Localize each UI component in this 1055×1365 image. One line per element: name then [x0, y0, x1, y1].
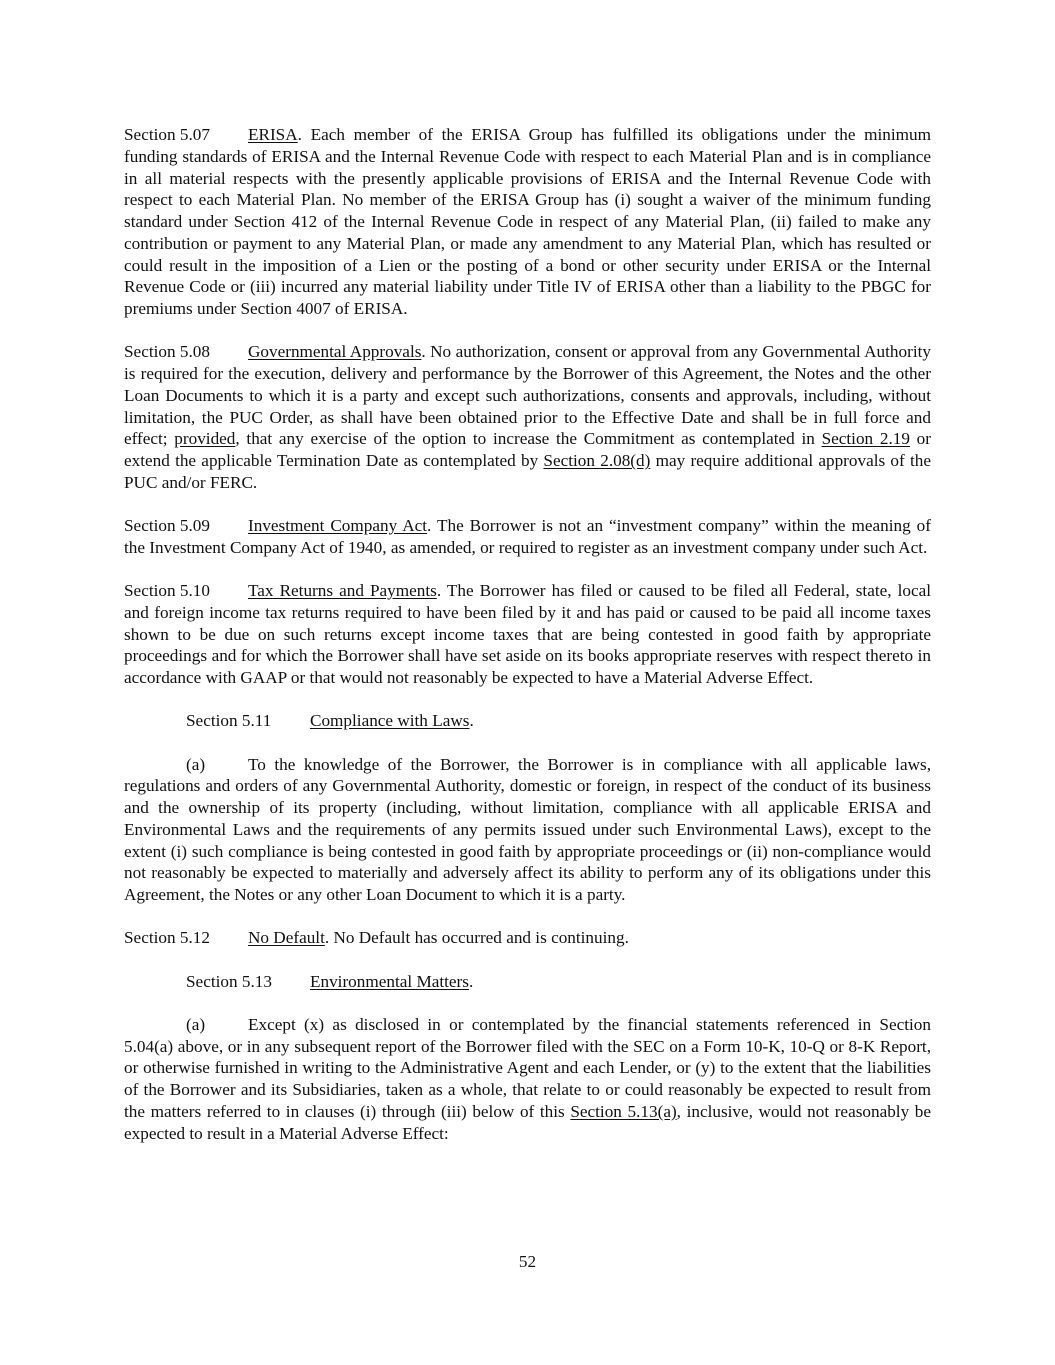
section-title: Environmental Matters: [310, 971, 469, 991]
section-text: To the knowledge of the Borrower, the Borrower is in compliance with all applicable laws, regulations and orders of any Governmental Authority, domestic or foreign, in respect of the conduct of its business and the ownership of its property (including, without limitation, compliance with all applicable ERISA and Environmental Laws and the requirements of any permits issued under such Environmental Laws), except to the extent (i) such compliance is being contested in good faith by appropriate proceedings or (ii) non-compliance would not reasonably be expected to materially and adversely affect its ability to perform any of its obligations under this Agreement, the Notes or any other Loan Document to which it is a party.: [124, 754, 931, 904]
page-number: 52: [518, 1252, 537, 1271]
section-title-suffix: .: [468, 971, 474, 991]
section-text: , inclusive, would not reasonably be expected to result in a Material Adverse Effect:: [124, 1101, 931, 1143]
section-title: Compliance with Laws: [310, 711, 470, 731]
section-number: Section 5.07: [124, 125, 210, 144]
provided-term: provided: [174, 429, 236, 449]
subsection-label: (a): [186, 1014, 206, 1034]
section-number: Section 5.11: [186, 711, 272, 731]
section-title: ERISA: [248, 125, 298, 144]
section-5-09-paragraph: [124, 515, 931, 559]
section-reference: Section 5.13(a): [570, 1101, 677, 1121]
section-title: Governmental Approvals: [248, 342, 422, 362]
section-number: Section 5.12: [124, 928, 210, 948]
section-number: Section 5.13: [186, 971, 272, 991]
section-5-11-a-paragraph: [124, 754, 931, 906]
section-text: Except (x) as disclosed in or contemplated by the financial statements referenced in Section 5.04(a) above, or in any subsequent report of the Borrower filed with the SEC on a Form 10-K, 10-Q or 8-K Report, or otherwise furnished in writing to the Administrative Agent and each Lender, or (y) to the extent that the liabilities of the Borrower and its Subsidiaries, taken as a whole, that relate to or could reasonably be expected to result from the matters referred to in clauses (i) through (iii) below of this: [124, 1014, 931, 1121]
section-number: Section 5.10: [124, 581, 210, 600]
section-text: . Each member of the ERISA Group has fulfilled its obligations under the minimum funding standards of ERISA and the Internal Revenue Code with respect to each Material Plan and is in compliance in all material respects with the presently applicable provisions of ERISA and the Internal Revenue Code with respect to each Material Plan. No member of the ERISA Group has (i) sought a waiver of the minimum funding standard under Section 412 of the Internal Revenue Code in respect of any Material Plan, (ii) failed to make any contribution or payment to any Material Plan, or made any amendment to any Material Plan, which has resulted or could result in the imposition of a Lien or the posting of a bond or other security under ERISA or the Internal Revenue Code or (iii) incurred any material liability under Title IV of ERISA other than a liability to the PBGC for premiums under Section 4007 of ERISA.: [124, 125, 931, 318]
section-title: No Default: [248, 928, 325, 948]
section-number: Section 5.09: [124, 516, 210, 535]
section-5-12-paragraph: [124, 927, 931, 949]
document-page: [124, 124, 931, 1166]
section-title: Tax Returns and Payments: [248, 581, 437, 600]
section-title-suffix: .: [469, 711, 474, 731]
section-text: . The Borrower is not an “investment company” within the meaning of the Investment Company Act of 1940, as amended, or required to register as an investment company under such Act.: [124, 516, 931, 557]
section-5-13-heading: [124, 971, 931, 993]
section-reference: Section 2.19: [821, 429, 910, 449]
section-text: or extend the applicable Termination Date as contemplated by: [124, 429, 931, 470]
section-text: , that any exercise of the option to increase the Commitment as contemplated in: [235, 429, 822, 449]
section-text: . No Default has occurred and is continuing.: [324, 928, 629, 948]
section-5-13-a-paragraph: [124, 1014, 931, 1145]
section-title: Investment Company Act: [248, 516, 428, 535]
section-5-10-paragraph: [124, 580, 931, 689]
section-text: may require additional approvals of the PUC and/or FERC.: [124, 451, 931, 492]
section-5-08-paragraph: [124, 341, 931, 493]
section-text: . No authorization, consent or approval from any Governmental Authority is required for the execution, delivery and performance by the Borrower of this Agreement, the Notes and the other Loan Documents to which it is a party and except such authorizations, consents and approvals, including, without limitation, the PUC Order, as shall have been obtained prior to the Effective Date and shall be in full force and effect;: [124, 342, 931, 449]
subsection-label: (a): [186, 754, 206, 774]
section-5-07-paragraph: [124, 124, 931, 320]
section-reference: Section 2.08(d): [543, 451, 651, 470]
section-number: Section 5.08: [124, 342, 210, 362]
section-5-11-heading: [124, 710, 931, 732]
section-text: . The Borrower has filed or caused to be filed all Federal, state, local and foreign income tax returns required to have been filed by it and has paid or caused to be paid all income taxes shown to be due on such returns except income taxes that are being contested in good faith by appropriate proceedings and for which the Borrower shall have set aside on its books appropriate reserves with respect thereto in accordance with GAAP or that would not reasonably be expected to have a Material Adverse Effect.: [124, 581, 931, 687]
